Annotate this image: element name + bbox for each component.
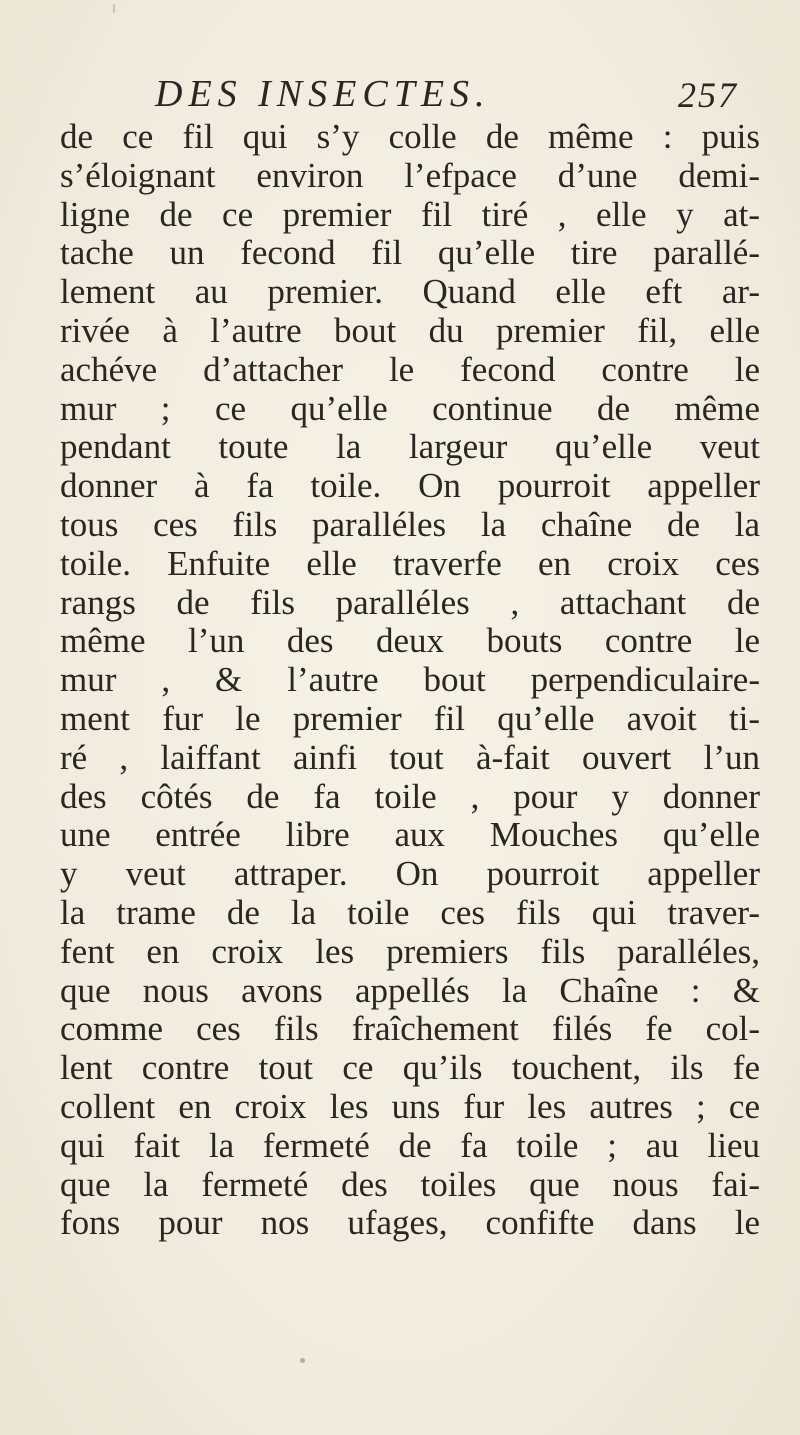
text-line: lement au premier. Quand elle eft ar-	[60, 272, 760, 312]
text-line: fons pour nos ufages, confifte dans le	[60, 1203, 760, 1243]
text-line: ligne de ce premier fil tiré , elle y at-	[60, 194, 760, 234]
text-line: toile. Enfuite elle traverfe en croix ces	[60, 543, 760, 583]
text-line: que la fermeté des toiles que nous fai-	[60, 1164, 760, 1204]
text-line: y veut attraper. On pourroit appeller	[60, 854, 760, 894]
text-line: pendant toute la largeur qu’elle veut	[60, 427, 760, 467]
text-line: achéve d’attacher le fecond contre le	[60, 349, 760, 389]
text-line: mur , & l’autre bout perpendiculaire-	[60, 660, 760, 700]
running-title: DES INSECTES.	[155, 73, 491, 115]
text-line: rangs de fils paralléles , attachant de	[60, 582, 760, 622]
text-line: tache un fecond fil qu’elle tire parallé-	[60, 233, 760, 273]
text-line: rivée à l’autre bout du premier fil, elle	[60, 310, 760, 350]
page-number: 257	[678, 75, 738, 115]
text-line: lent contre tout ce qu’ils touchent, ils fe	[60, 1048, 760, 1088]
text-line: une entrée libre aux Mouches qu’elle	[60, 815, 760, 855]
text-line: ment fur le premier fil qu’elle avoit ti-	[60, 698, 760, 738]
text-line: ré , laiffant ainfi tout à-fait ouvert l’un	[60, 737, 760, 777]
text-line: que nous avons appellés la Chaîne : &	[60, 970, 760, 1010]
text-line: tous ces fils paralléles la chaîne de la	[60, 504, 760, 544]
text-line: mur ; ce qu’elle continue de même	[60, 388, 760, 428]
text-line: même l’un des deux bouts contre le	[60, 621, 760, 661]
text-line: fent en croix les premiers fils paralléles,	[60, 931, 760, 971]
text-line: de ce fil qui s’y colle de même : puis	[60, 117, 760, 156]
text-line: qui fait la fermeté de fa toile ; au lieu	[60, 1125, 760, 1165]
page-header	[0, 68, 800, 118]
paper-speck	[113, 4, 115, 13]
text-line: des côtés de fa toile , pour y donner	[60, 776, 760, 816]
text-line: donner à fa toile. On pourroit appeller	[60, 466, 760, 506]
text-line: s’éloignant environ l’efpace d’une demi-	[60, 155, 760, 195]
text-line: collent en croix les uns fur les autres ; ce	[60, 1086, 760, 1126]
text-line: comme ces fils fraîchement filés fe col-	[60, 1009, 760, 1049]
body-text	[60, 118, 760, 1243]
text-line: la trame de la toile ces fils qui traver-	[60, 892, 760, 932]
paper-speck	[300, 1358, 305, 1363]
